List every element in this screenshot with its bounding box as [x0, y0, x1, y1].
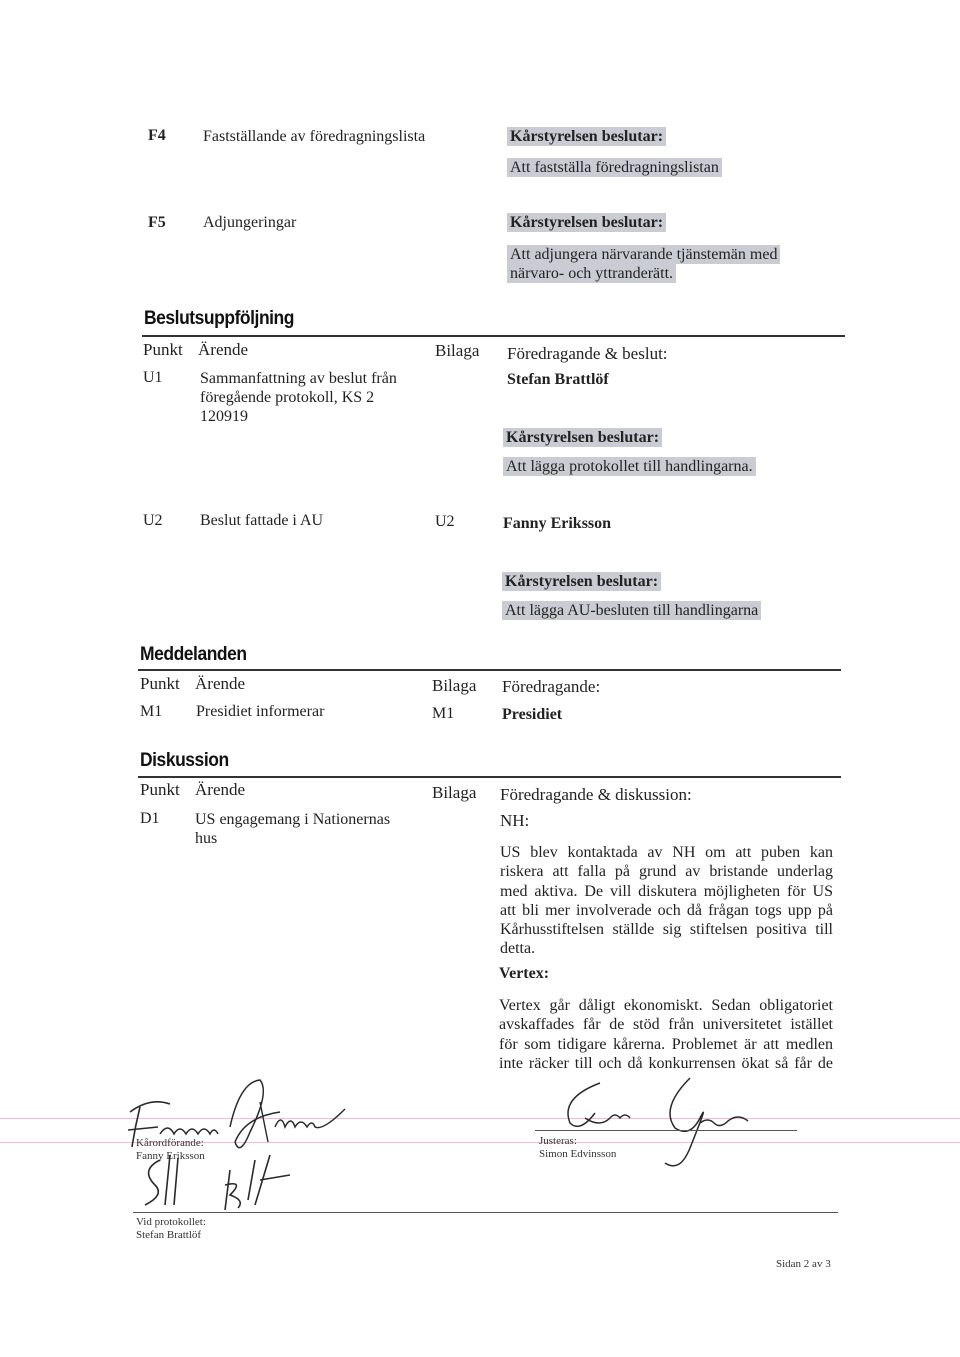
- row-punkt-u1: U1: [143, 369, 163, 386]
- row-presenter-u2: Fanny Eriksson: [503, 515, 612, 532]
- vertex-heading: Vertex:: [499, 965, 550, 982]
- section-rule: [138, 669, 841, 671]
- decision-head-f4: Kårstyrelsen beslutar:: [507, 127, 666, 146]
- page-number: Sidan 2 av 3: [776, 1258, 831, 1270]
- header-arende: Ärende: [195, 780, 246, 799]
- item-title-f5: Adjungeringar: [203, 214, 297, 231]
- row-arende-u2: Beslut fattade i AU: [200, 512, 324, 529]
- header-arende: Ärende: [198, 340, 249, 359]
- item-code-f4: F4: [148, 127, 166, 144]
- chair-name: Fanny Eriksson: [136, 1150, 205, 1162]
- secretary-name: Stefan Brattlöf: [136, 1229, 202, 1241]
- row-bilaga-m1: M1: [432, 705, 455, 722]
- item-code-f5: F5: [148, 214, 166, 231]
- chair-label: Kårordförande:: [136, 1137, 204, 1149]
- decision-text-u2: Att lägga AU-besluten till handlingarna: [502, 601, 761, 620]
- header-punkt: Punkt: [143, 340, 183, 359]
- row-arende-m1: Presidiet informerar: [196, 703, 325, 720]
- footer-rule: [133, 1212, 838, 1213]
- vertex-paragraph: Vertex går dåligt ekonomiskt. Sedan obligatoriet avskaffades får de stöd från universitetet istället för som tidigare kårerna. Problemet är att medlen inte räcker till och då konkurrensen ökat så får de: [499, 997, 833, 1072]
- decision-text-u1: Att lägga protokollet till handlingarna.: [503, 457, 756, 476]
- row-presenter-m1: Presidiet: [502, 706, 563, 723]
- row-punkt-d1: D1: [140, 810, 160, 827]
- adjuster-signature-icon: [540, 1068, 780, 1178]
- header-arende: Ärende: [195, 674, 246, 693]
- row-presenter-u1: Stefan Brattlöf: [507, 371, 609, 388]
- section-title-diskussion: Diskussion: [140, 750, 229, 771]
- decision-head-u1: Kårstyrelsen beslutar:: [503, 428, 662, 447]
- row-arende-d1: US engagemang i Nationernas hus: [195, 811, 391, 847]
- section-rule: [138, 776, 841, 778]
- decision-head-u2: Kårstyrelsen beslutar:: [502, 572, 661, 591]
- row-bilaga-u2: U2: [435, 513, 455, 530]
- header-foredragande: Föredragande:: [502, 677, 601, 696]
- section-title-meddelanden: Meddelanden: [140, 644, 247, 665]
- adjuster-label: Justeras:: [539, 1135, 577, 1147]
- header-bilaga: Bilaga: [432, 783, 477, 802]
- section-title-beslutsuppfoljning: Beslutsuppföljning: [144, 308, 295, 329]
- adjuster-rule: [535, 1130, 797, 1131]
- decision-text-f4: Att fastställa föredragningslistan: [507, 158, 722, 177]
- decision-head-f5: Kårstyrelsen beslutar:: [507, 213, 666, 232]
- section-rule: [142, 335, 845, 337]
- header-foredragande: Föredragande & diskussion:: [500, 785, 692, 804]
- item-title-f4: Fastställande av föredragningslista: [203, 128, 426, 145]
- decision-text-f5-line2: närvaro- och yttranderätt.: [507, 264, 676, 283]
- row-punkt-m1: M1: [140, 703, 163, 720]
- header-bilaga: Bilaga: [435, 341, 480, 360]
- nh-paragraph: US blev kontaktada av NH om att puben kan riskera att falla på grund av bristande underlag med aktiva. De vill diskutera möjligheten för US att bli mer involverade och då frågan togs upp på Kårhusstiftelsen ställde sig stiftelsen positiva till detta.: [500, 844, 833, 958]
- nh-heading: NH:: [500, 811, 530, 830]
- adjuster-name: Simon Edvinsson: [539, 1148, 617, 1160]
- header-bilaga: Bilaga: [432, 676, 477, 695]
- secretary-signature-icon: [130, 1150, 310, 1220]
- secretary-label: Vid protokollet:: [136, 1216, 206, 1228]
- header-foredragande: Föredragande & beslut:: [507, 344, 668, 363]
- header-punkt: Punkt: [140, 674, 180, 693]
- header-punkt: Punkt: [140, 780, 180, 799]
- decision-text-f5-line1: Att adjungera närvarande tjänstemän med: [507, 245, 780, 264]
- row-arende-u1: Sammanfattning av beslut från föregående protokoll, KS 2 120919: [200, 370, 397, 425]
- row-punkt-u2: U2: [143, 512, 163, 529]
